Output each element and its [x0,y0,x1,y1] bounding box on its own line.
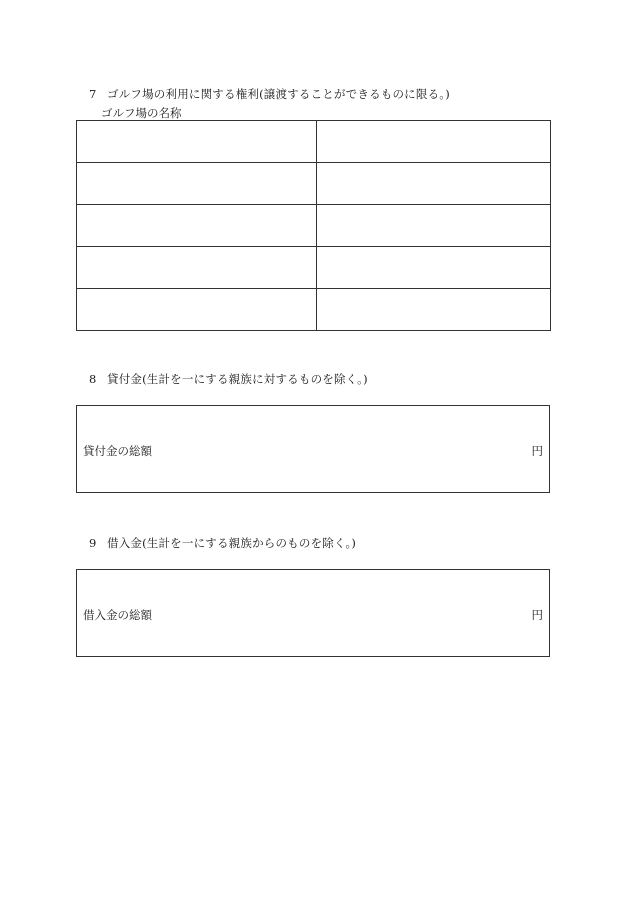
section-9-title: 借入金(生計を一にする親族からのものを除く。) [107,536,357,550]
loan-receivable-box[interactable] [76,405,550,493]
section-8-heading [89,371,368,387]
golf-course-name-cell[interactable] [77,205,317,247]
loan-receivable-unit: 円 [531,444,543,458]
section-9-number: 9 [89,536,97,550]
table-row [77,121,551,163]
table-row [77,163,551,205]
golf-course-detail-cell[interactable] [317,289,551,331]
borrowings-box[interactable] [76,569,550,657]
section-7-title: ゴルフ場の利用に関する権利(譲渡することができるものに限る。) [107,87,450,101]
golf-course-name-cell[interactable] [77,163,317,205]
section-7-number: 7 [89,87,97,101]
golf-course-name-cell[interactable] [77,289,317,331]
borrowings-unit: 円 [531,608,543,622]
golf-course-table [76,120,551,331]
golf-course-name-cell[interactable] [77,247,317,289]
table-row [77,247,551,289]
loan-receivable-total-label: 貸付金の総額 [83,444,152,458]
section-7-heading [89,86,450,102]
section-9-heading [89,535,356,551]
golf-course-detail-cell[interactable] [317,121,551,163]
section-8-number: 8 [89,372,97,386]
borrowings-total-label: 借入金の総額 [83,608,152,622]
table-row [77,205,551,247]
golf-course-name-cell[interactable] [77,121,317,163]
golf-course-name-label: ゴルフ場の名称 [101,106,182,120]
table-row [77,289,551,331]
section-8-title: 貸付金(生計を一にする親族に対するものを除く。) [107,372,368,386]
golf-course-detail-cell[interactable] [317,163,551,205]
golf-course-detail-cell[interactable] [317,205,551,247]
golf-course-detail-cell[interactable] [317,247,551,289]
